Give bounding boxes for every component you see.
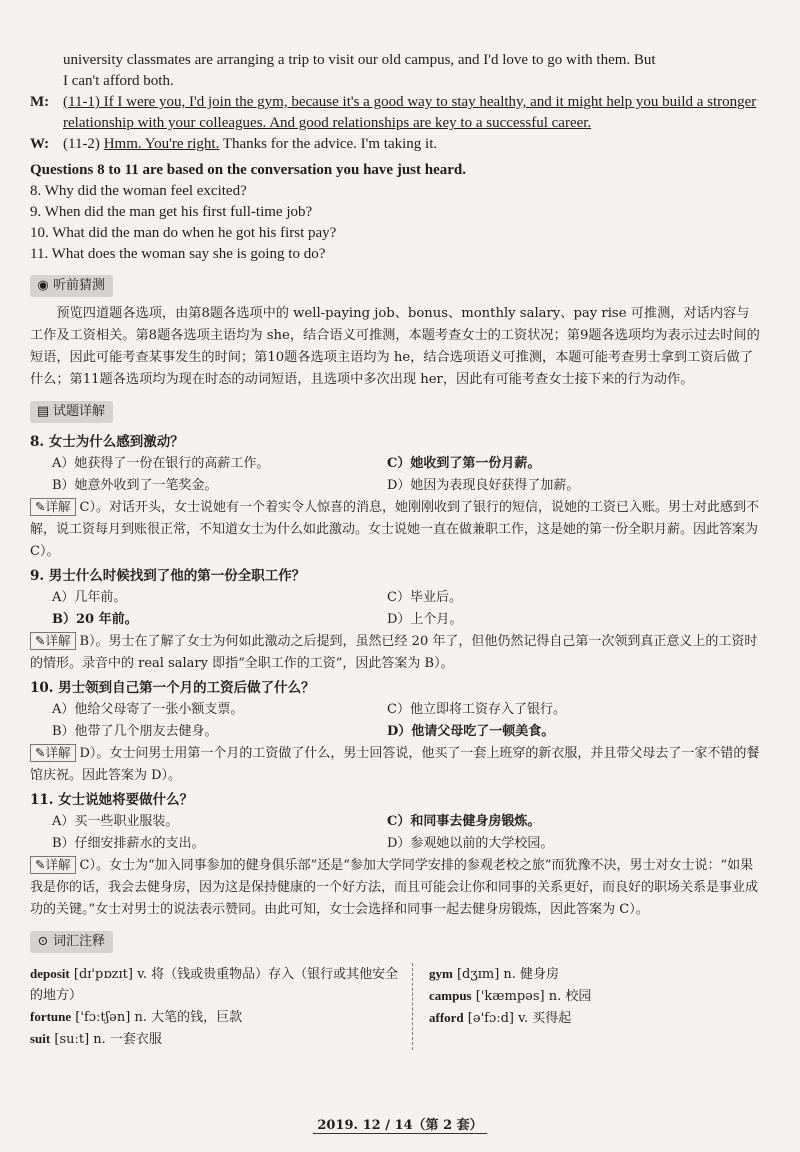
option-b: B）她意外收到了一笔奖金。 <box>52 478 218 493</box>
option-c: C）他立即将工资存入了银行。 <box>387 702 566 717</box>
detail-tag: ✎详解 <box>30 856 76 874</box>
question-title: 11. 女士说她将要做什么？ <box>30 792 194 808</box>
options <box>30 587 760 631</box>
option-c: C）毕业后。 <box>387 590 462 605</box>
question-block <box>30 677 760 787</box>
predict-paragraph: 预览四道题各选项，由第8题各选项中的 well-paying job、bonus、monthly salary、pay rise 可推测，对话内容与工作及工资相关。第8题各选项主语均为 she，结合语义可推测，本题考查女士的工资状况；第9题各选项均为表示过去时间的短语，因此可能考查某事发生的时间；第10题各选项主语均为 he，结合选项语义可推测，本题可能考查男士拿到工资后做了什么；第11题各选项均为现在时态的动词短语，且选项中多次出现 her，因此有可能考查女士接下来的行为动作。 <box>30 306 760 387</box>
vocab-entry: suit [suːt] n. 一套衣服 <box>30 1031 162 1047</box>
detail-text: D）。女士问男士用第一个月的工资做了什么，男士回答说，他买了一套上班穿的新衣服，并且带父母去了一家不错的餐馆庆祝。因此答案为 D）。 <box>30 746 760 783</box>
book-icon: ▤ <box>36 404 50 419</box>
option-a: A）买一些职业服装。 <box>52 814 179 829</box>
question-item: 8. Why did the woman feel excited? <box>30 183 247 199</box>
section-explain <box>30 401 113 423</box>
detail-tag: ✎详解 <box>30 744 76 762</box>
woman-underlined: Hmm. You're right. <box>103 136 220 152</box>
vocab-table <box>30 963 760 1050</box>
option-a: A）几年前。 <box>52 590 127 605</box>
option-b: B）他带了几个朋友去健身。 <box>52 724 218 739</box>
vocab-icon: ⊙ <box>37 934 49 949</box>
question-item: 9. When did the man get his first full-time job? <box>30 204 313 220</box>
question-title: 8. 女士为什么感到激动？ <box>30 434 184 450</box>
vocab-entry: afford [ə'fɔːd] v. 买得起 <box>429 1010 572 1026</box>
option-c: C）她收到了第一份月薪。 <box>387 456 541 471</box>
question-item: 11. What does the woman say she is going to do? <box>30 246 326 262</box>
detail-text: B）。男士在了解了女士为何如此激动之后提到，虽然已经 20 年了，但他仍然记得自己第一次领到真正意义上的工资时的情形。录音中的 real salary 即指“全职工作的工资”，因此答案为 B）。 <box>30 634 758 671</box>
question-title: 9. 男士什么时候找到了他的第一份全职工作？ <box>30 568 306 584</box>
detail-text: C）。女士为“加入同事参加的健身俱乐部”还是“参加大学同学安排的参观老校之旅”而犹豫不决，男士对女士说：“如果我是你的话，我会去健身房，因为这是保持健康的一个好方法，而且可能会让你和同事的关系更好，而良好的职场关系是事业成功的关键。”女士对男士的说法表示赞同。由此可知，女士会选择和同事一起去健身房锻炼，因此答案为 C）。 <box>30 858 759 917</box>
options <box>30 699 760 743</box>
vocab-entry: gym [dʒɪm] n. 健身房 <box>429 966 560 982</box>
dialogue-man <box>30 92 760 134</box>
dialogue-continuation-2: I can't afford both. <box>63 73 174 89</box>
option-d: D）他请父母吃了一顿美食。 <box>387 724 555 739</box>
question-list <box>30 181 760 265</box>
man-speech: (11-1) If I were you, I'd join the gym, because it's a good way to stay healthy, and it might help you build a stronger relationship with your colleagues. And good relationships are key to a successful career. <box>63 94 757 131</box>
option-d: D）上个月。 <box>387 612 463 627</box>
woman-tag: (11-2) <box>63 136 104 152</box>
dialogue-continuation: university classmates are arranging a trip to visit our old campus, and I'd love to go with them. But <box>63 52 656 68</box>
vocab-entry: deposit [dɪ'pɒzɪt] v. 将（钱或贵重物品）存入（银行或其他安全的地方） <box>30 966 399 1003</box>
option-c: C）和同事去健身房锻炼。 <box>387 814 541 829</box>
detail <box>30 631 760 675</box>
headphone-icon: ◉ <box>37 278 49 293</box>
page-footer: 2019. 12 / 14（第 2 套） <box>0 1114 800 1133</box>
options <box>30 811 760 855</box>
section-title: 试题详解 <box>53 404 106 419</box>
option-a: A）他给父母寄了一张小额支票。 <box>52 702 244 717</box>
section-vocab <box>30 931 113 953</box>
page-content <box>30 50 760 1050</box>
question-item: 10. What did the man do when he got his first pay? <box>30 225 337 241</box>
question-block <box>30 789 760 921</box>
vocab-column-right <box>413 963 591 1050</box>
detail-tag: ✎详解 <box>30 498 76 516</box>
speaker-m: M: <box>30 94 50 110</box>
detail <box>30 855 760 921</box>
options <box>30 453 760 497</box>
detail <box>30 497 760 563</box>
section-title: 听前猜测 <box>53 278 106 293</box>
detail <box>30 743 760 787</box>
vocab-column-left <box>30 963 413 1050</box>
detail-text: C）。对话开头，女士说她有一个着实令人惊喜的消息，她刚刚收到了银行的短信，说她的工资已入账。男士对此感到不解，说工资每月到账很正常，不知道女士为什么如此激动。女士说她一直在做兼职工作，这是她的第一份全职月薪。因此答案为 C）。 <box>30 500 759 559</box>
section-title: 词汇注释 <box>53 934 106 949</box>
dialogue-woman <box>30 134 760 155</box>
vocab-entry: campus ['kæmpəs] n. 校园 <box>429 988 592 1004</box>
section-predict <box>30 275 113 297</box>
option-b: B）仔细安排薪水的支出。 <box>52 836 205 851</box>
vocab-entry: fortune ['fɔːtʃən] n. 大笔的钱，巨款 <box>30 1009 243 1025</box>
option-a: A）她获得了一份在银行的高薪工作。 <box>52 456 270 471</box>
option-d: D）参观她以前的大学校园。 <box>387 836 554 851</box>
option-d: D）她因为表现良好获得了加薪。 <box>387 478 580 493</box>
woman-rest: Thanks for the advice. I'm taking it. <box>219 136 438 152</box>
question-block <box>30 431 760 563</box>
detail-tag: ✎详解 <box>30 632 76 650</box>
question-title: 10. 男士领到自己第一个月的工资后做了什么？ <box>30 680 315 696</box>
question-block <box>30 565 760 675</box>
questions-header: Questions 8 to 11 are based on the conversation you have just heard. <box>30 162 466 178</box>
speaker-w: W: <box>30 136 50 152</box>
option-b: B）20 年前。 <box>52 612 138 627</box>
